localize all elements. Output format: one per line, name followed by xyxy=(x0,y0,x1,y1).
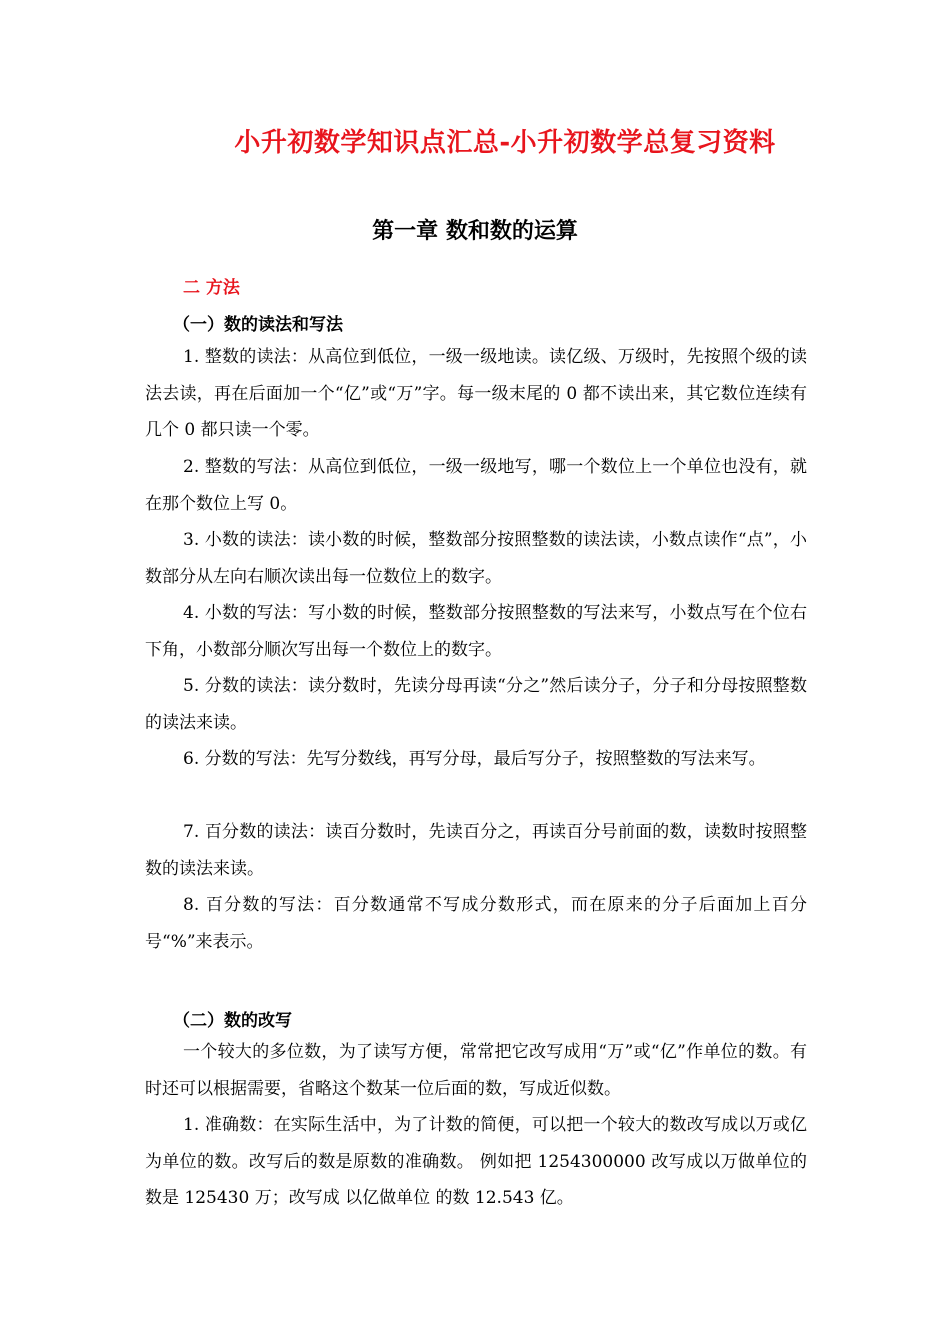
chapter-title: 第一章 数和数的运算 xyxy=(372,219,578,244)
list-item: 1. 整数的读法：从高位到低位，一级一级地读。读亿级、万级时，先按照个级的读法去读，再在后面加一个“亿”或“万”字。每一级末尾的 0 都不读出来，其它数位连续有几个 0 都只读一个零。 xyxy=(145,347,807,440)
paragraph-intro: 一个较大的多位数，为了读写方便，常常把它改写成用“万”或“亿”作单位的数。有时还可以根据需要，省略这个数某一位后面的数，写成近似数。 xyxy=(145,1042,807,1099)
list-item: 4. 小数的写法：写小数的时候，整数部分按照整数的写法来写，小数点写在个位右下角，小数部分顺次写出每一个数位上的数字。 xyxy=(145,603,807,660)
list-item: 6. 分数的写法：先写分数线，再写分母，最后写分子，按照整数的写法来写。 xyxy=(183,749,766,769)
subsection-heading-reading-writing: （一）数的读法和写法 xyxy=(173,315,343,335)
document-title: 小升初数学知识点汇总-小升初数学总复习资料 xyxy=(234,128,776,158)
list-item: 1. 准确数：在实际生活中，为了计数的简便，可以把一个较大的数改写成以万或亿为单位的数。改写后的数是原数的准确数。 例如把 1254300000 改写成以万做单位的数是 125430 万；改写成 以亿做单位 的数 12.543 亿。 xyxy=(145,1115,807,1208)
subsection-heading-rewriting: （二）数的改写 xyxy=(173,1011,292,1031)
list-item: 7. 百分数的读法：读百分数时，先读百分之，再读百分号前面的数，读数时按照整数的读法来读。 xyxy=(145,822,807,879)
list-item: 8. 百分数的写法：百分数通常不写成分数形式，而在原来的分子后面加上百分号“%”来表示。 xyxy=(145,895,807,952)
list-item: 5. 分数的读法：读分数时，先读分母再读“分之”然后读分子，分子和分母按照整数的读法来读。 xyxy=(145,676,807,733)
section-heading: 二 方法 xyxy=(183,278,240,298)
list-item: 3. 小数的读法：读小数的时候，整数部分按照整数的读法读，小数点读作“点”，小数部分从左向右顺次读出每一位数位上的数字。 xyxy=(145,530,807,587)
list-item: 2. 整数的写法：从高位到低位，一级一级地写，哪一个数位上一个单位也没有，就在那个数位上写 0。 xyxy=(145,457,807,514)
